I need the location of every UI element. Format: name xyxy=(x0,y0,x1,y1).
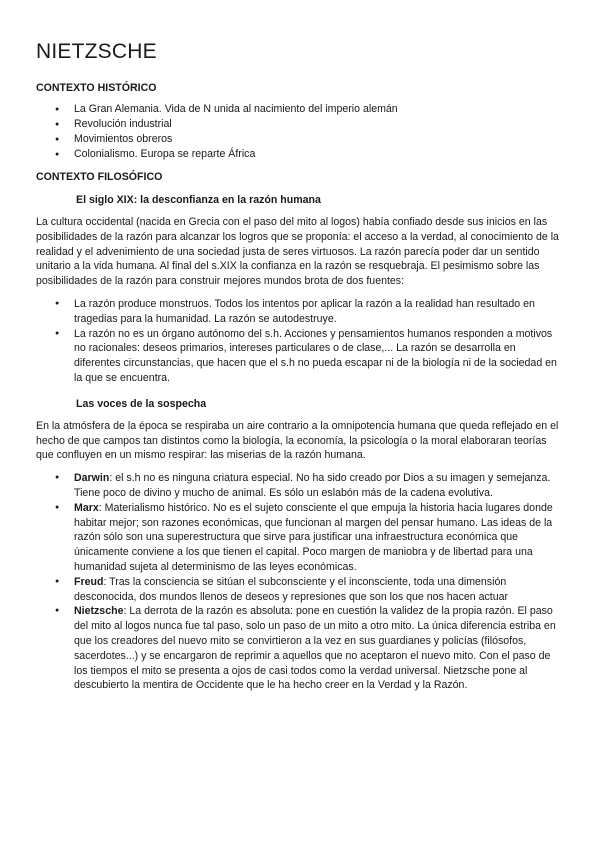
text-darwin: : el s.h no es ninguna criatura especial. No ha sido creado por Dios a su imagen y semejanza. Tiene poco de divino y mucho de animal. Es sólo un eslabón más de la cadena evolutiva. xyxy=(74,472,551,499)
list-item-marx xyxy=(74,501,564,575)
paragraph-siglo-xix: La cultura occidental (nacida en Grecia con el paso del mito al logos) había confiado desde sus inicios en las posibilidades de la razón para alcanzar los logros que se proponía: el acceso a la verdad, al conocimiento de la realidad y el advenimiento de una sociedad justa de seres virtuosos. La razón parecía poder dar un sentido unitario a la vida humana. Al final del s.XIX la confianza en la razón se resquebraja. El pesimismo sobre las posibilidades de la razón para construir mejores mundos brota de dos fuentes: xyxy=(36,216,559,288)
list-item-darwin xyxy=(74,471,564,501)
list-item: ● Revolución industrial xyxy=(74,117,564,132)
heading-contexto-historico: CONTEXTO HISTÓRICO xyxy=(36,82,157,94)
paragraph-sospecha: En la atmósfera de la época se respiraba un aire contrario a la omnipotencia humana que queda reflejado en el hecho de que campos tan distintos como la biología, la economía, la psicología o la moral elaboraran teorías que confluyen en un mismo respirar: las miserias de la razón humana. xyxy=(36,419,559,462)
list-item: ● La razón produce monstruos. Todos los intentos por aplicar la razón a la realidad han resultado en tragedias para la humanidad. La razón se autodestruye. xyxy=(74,297,564,327)
list-item-freud xyxy=(74,575,564,605)
term-nietzsche: Nietzsche xyxy=(74,605,124,618)
text-marx: : Materialismo histórico. No es el sujeto consciente el que empuja la historia hacia lugares donde habitar mejor; son razones económicas, que funcionan al margen del pensar humano. Las ideas de la razón sólo son una superestructura que sirve para justificar una infraestructura económica que únicamente conviene a los que tienen el capital. Poco margen de maniobra y de libertad para una humanidad sujeta al determinismo de las leyes económicas. xyxy=(74,501,553,573)
subheading-siglo-xix: El siglo XIX: la desconfianza en la razón humana xyxy=(76,194,321,206)
text-nietzsche: : La derrota de la razón es absoluta: pone en cuestión la validez de la propia razón. El paso del mito al logos nunca fue tal paso, solo un paso de un mito a otro mito. La única diferencia estriba en que los creadores del nuevo mito se convirtieron a la vez en sus guardianes y policías (filósofos, sacerdotes...) y se encargaron de reprimir a aquellos que no aceptaron el nuevo mito. Con el paso de los tiempos el mito se presenta a ojos de casi todos como la verdad universal. Nietzsche pone al descubierto la mentira de Occidente que le ha hecho creer en la Verdad y la Razón. xyxy=(74,605,556,692)
list-item: ● La Gran Alemania. Vida de N unida al nacimiento del imperio alemán xyxy=(74,102,564,117)
term-marx: Marx xyxy=(74,501,99,514)
list-item: ● Movimientos obreros xyxy=(74,132,564,147)
text-freud: : Tras la consciencia se sitúan el subconsciente y el inconsciente, toda una dimensión desconocida, dos mundos llenos de deseos y represiones que son los que nos hacen actuar xyxy=(74,575,509,603)
list-contexto-historico xyxy=(36,102,564,162)
term-freud: Freud xyxy=(74,575,104,588)
subheading-sospecha: Las voces de la sospecha xyxy=(76,397,207,410)
list-item-nietzsche xyxy=(74,604,564,693)
list-item: ● Colonialismo. Europa se reparte África xyxy=(74,147,564,162)
list-siglo-xix xyxy=(36,297,564,386)
list-sospecha xyxy=(36,471,564,693)
heading-contexto-filosofico: CONTEXTO FILOSÓFICO xyxy=(36,171,163,183)
document-title: NIETZSCHE xyxy=(36,40,157,63)
term-darwin: Darwin xyxy=(74,472,110,485)
list-item: ● La razón no es un órgano autónomo del s.h. Acciones y pensamientos humanos responden a motivos no racionales: deseos primarios, intereses particulares o de clase,... La razón se desarrolla en diferentes circunstancias, que hacen que el s.h no pueda escapar ni de la biología ni de la sociedad en la que se encuentra. xyxy=(74,327,564,386)
